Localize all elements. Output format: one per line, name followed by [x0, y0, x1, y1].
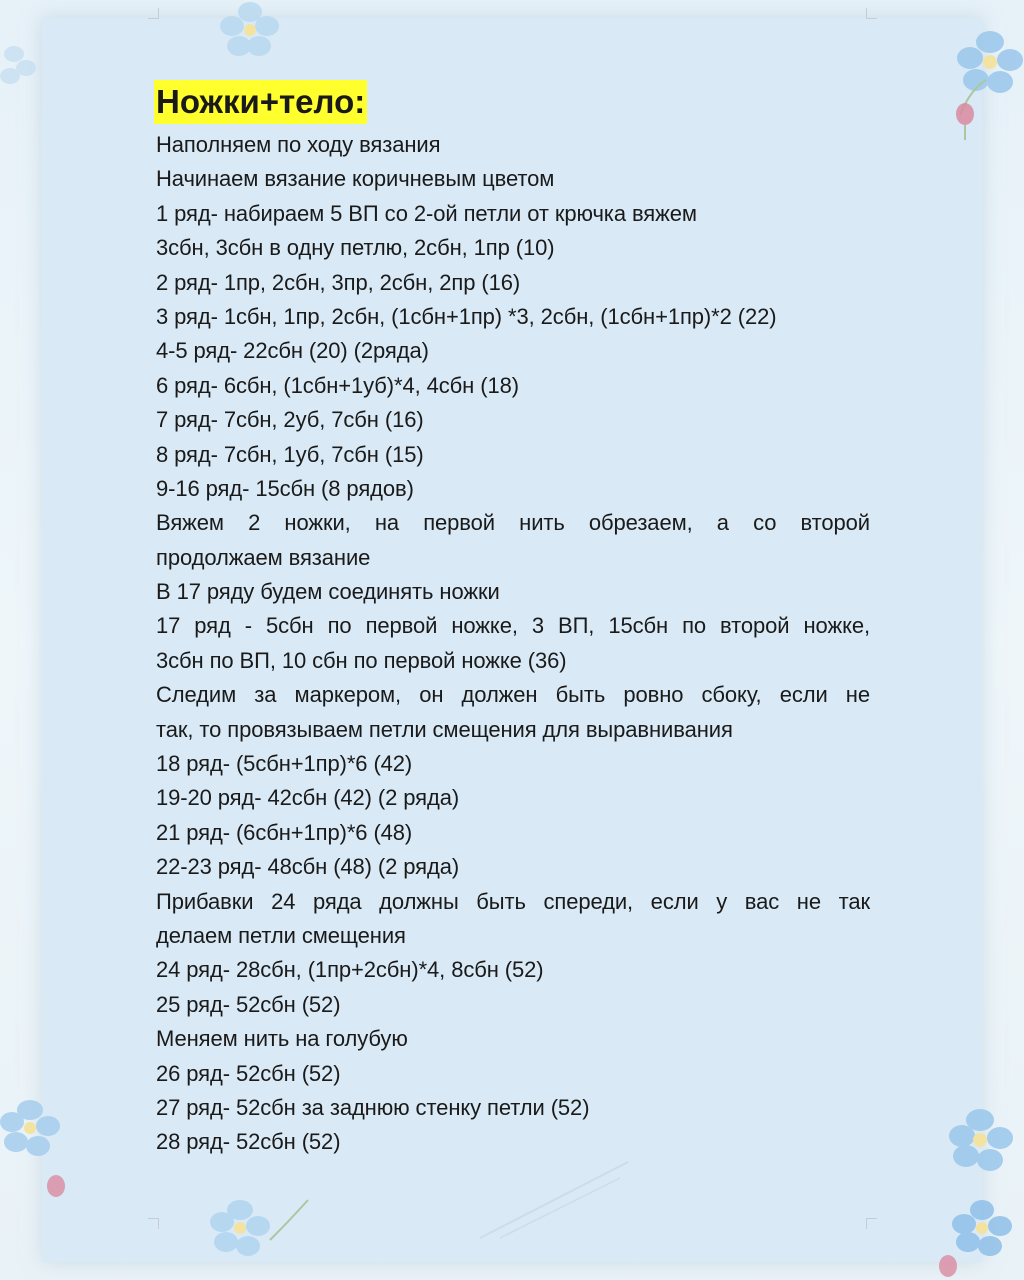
- forget-me-not-flower-icon: [190, 1180, 310, 1280]
- forget-me-not-flower-icon: [0, 1090, 80, 1210]
- pattern-line: 27 ряд- 52сбн за заднюю стенку петли (52): [156, 1094, 590, 1120]
- pattern-line: 17 ряд - 5сбн по первой ножке, 3 ВП, 15сбн по второй ножке,: [156, 613, 870, 639]
- pattern-line: 26 ряд- 52сбн (52): [156, 1060, 341, 1086]
- corner-mark-bottom-left: [148, 1218, 159, 1229]
- pattern-line: Прибавки 24 ряда должны быть спереди, если у вас не так: [156, 888, 870, 914]
- pattern-line: Наполняем по ходу вязания: [156, 132, 441, 157]
- pattern-line: 22-23 ряд- 48сбн (48) (2 ряда): [156, 854, 460, 880]
- pattern-line: продолжаем вязание: [156, 544, 371, 570]
- pattern-line: 19-20 ряд- 42сбн (42) (2 ряда): [156, 785, 460, 811]
- forget-me-not-flower-icon: [215, 0, 285, 60]
- pattern-line: 18 ряд- (5сбн+1пр)*6 (42): [156, 751, 413, 777]
- corner-mark-top-left: [148, 8, 159, 19]
- pink-bud-icon: [950, 100, 980, 140]
- pattern-line: так, то провязываем петли смещения для выравнивания: [156, 716, 733, 742]
- pattern-line: 21 ряд- (6сбн+1пр)*6 (48): [156, 819, 413, 845]
- pattern-line: Меняем нить на голубую: [156, 1026, 408, 1052]
- pattern-line: 3 ряд- 1сбн, 1пр, 2сбн, (1сбн+1пр) *3, 2сбн, (1сбн+1пр)*2 (22): [156, 303, 777, 329]
- pattern-line: 8 ряд- 7сбн, 1уб, 7сбн (15): [156, 441, 424, 467]
- pattern-line: 6 ряд- 6сбн, (1сбн+1уб)*4, 4сбн (18): [156, 372, 519, 398]
- pattern-line: Следим за маркером, он должен быть ровно сбоку, если не: [156, 682, 870, 708]
- pattern-line: делаем петли смещения: [156, 922, 406, 948]
- pattern-text-block: [156, 80, 870, 1160]
- pattern-line: 28 ряд- 52сбн (52): [156, 1129, 341, 1155]
- pattern-line: Начинаем вязание коричневым цветом: [156, 166, 555, 192]
- pattern-line: 25 ряд- 52сбн (52): [156, 991, 341, 1017]
- pattern-line: 3сбн по ВП, 10 сбн по первой ножке (36): [156, 647, 567, 673]
- pattern-line: 24 ряд- 28сбн, (1пр+2сбн)*4, 8сбн (52): [156, 957, 544, 983]
- pattern-line: Вяжем 2 ножки, на первой нить обрезаем, а со второй: [156, 510, 870, 536]
- section-title: Ножки+тело:: [154, 80, 367, 124]
- pattern-line: 2 ряд- 1пр, 2сбн, 3пр, 2сбн, 2пр (16): [156, 269, 521, 295]
- corner-mark-top-right: [866, 8, 877, 19]
- pattern-line: 7 ряд- 7сбн, 2уб, 7сбн (16): [156, 407, 424, 433]
- pattern-lines: [156, 128, 870, 1160]
- pattern-line: 1 ряд- набираем 5 ВП со 2-ой петли от крючка вяжем: [156, 200, 697, 226]
- leaf-sprig-icon: [480, 1160, 630, 1240]
- corner-mark-bottom-right: [866, 1218, 877, 1229]
- pattern-line: В 17 ряду будем соединять ножки: [156, 579, 500, 605]
- forget-me-not-flower-icon: [0, 40, 40, 100]
- pattern-line: 3сбн, 3сбн в одну петлю, 2сбн, 1пр (10): [156, 235, 555, 261]
- pattern-line: 4-5 ряд- 22сбн (20) (2ряда): [156, 338, 429, 364]
- forget-me-not-flower-icon: [930, 1090, 1024, 1280]
- pattern-line: 9-16 ряд- 15сбн (8 рядов): [156, 475, 414, 501]
